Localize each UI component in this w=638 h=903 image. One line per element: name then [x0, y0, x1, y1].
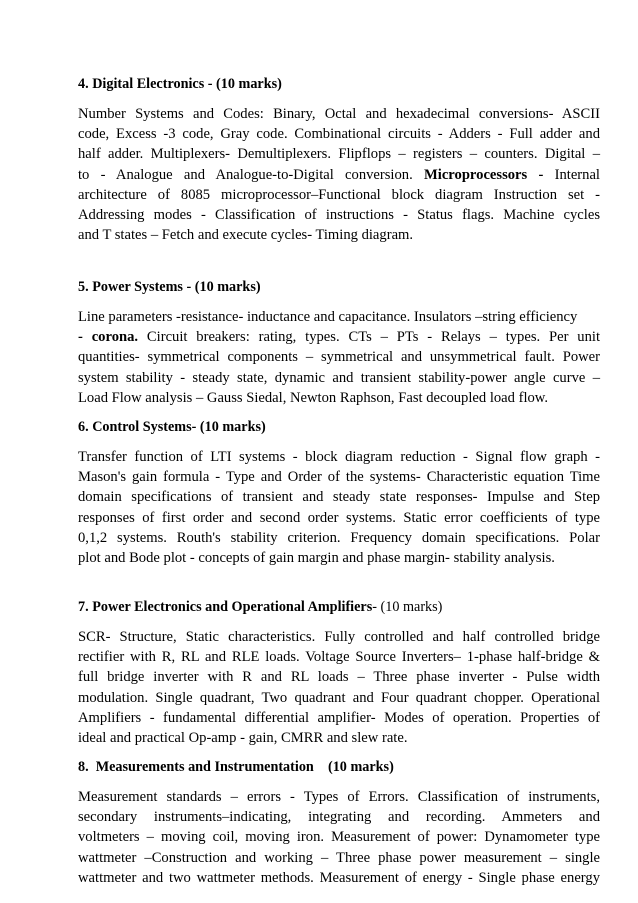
text-line: architecture of 8085 microprocessor–Functional block diagram Instruction set - [78, 186, 600, 203]
text-line: voltmeters – moving coil, moving iron. Measurement of power: Dynamometer type [78, 829, 600, 846]
text-line: ideal and practical Op-amp - gain, CMRR and slew rate. [78, 730, 408, 747]
section-body [78, 447, 600, 568]
section-heading: 6. Control Systems- (10 marks) [78, 419, 266, 435]
text-line: rectifier with R, RL and RLE loads. Voltage Source Inverters– 1-phase half-bridge & [78, 649, 600, 666]
text-line: domain specifications of transient and steady state responses- Impulse and Step [78, 489, 600, 506]
text-line: full bridge inverter with R and RL loads – Three phase inverter - Pulse width [78, 669, 600, 686]
heading-title: 7. Power Electronics and Operational Amplifiers [78, 599, 373, 615]
text-line: Mason's gain formula - Type and Order of the systems- Characteristic equation Time [78, 469, 600, 486]
section-power-systems [78, 277, 600, 408]
section-body [78, 627, 600, 748]
section-measurements [78, 757, 600, 888]
text-line-with-bold [78, 165, 600, 185]
text-line: Number Systems and Codes: Binary, Octal and hexadecimal conversions- ASCII [78, 106, 600, 122]
text-fragment: Internal [554, 166, 600, 183]
text-line: wattmeter and two wattmeter methods. Measurement of energy - Single phase energy [78, 869, 600, 886]
bold-term: Microprocessors - [424, 166, 544, 183]
bold-term: - corona. [78, 329, 139, 346]
text-line: code, Excess -3 code, Gray code. Combinational circuits - Adders - Full adder and [78, 126, 600, 143]
text-line-with-bold [78, 327, 600, 347]
section-heading: 8. Measurements and Instrumentation (10 marks) [78, 759, 394, 775]
text-line: quantities- symmetrical components – symmetrical and unsymmetrical fault. Power [78, 349, 600, 366]
text-line: Line parameters -resistance- inductance and capacitance. Insulators –string efficiency [78, 309, 578, 325]
text-line: Addressing modes - Classification of instructions - Status flags. Machine cycles [78, 207, 600, 224]
text-line: Measurement standards – errors - Types of Errors. Classification of instruments, [78, 789, 600, 805]
text-line: responses of first order and second order systems. Static error coefficients of type [78, 509, 600, 526]
text-fragment: to - Analogue and Analogue-to-Digital conversion. [78, 166, 413, 183]
section-power-electronics [78, 597, 600, 748]
text-line: plot and Bode plot - concepts of gain margin and phase margin- stability analysis. [78, 550, 555, 567]
section-heading: 4. Digital Electronics - (10 marks) [78, 76, 282, 92]
section-body [78, 104, 600, 245]
text-line: Transfer function of LTI systems - block diagram reduction - Signal flow graph - [78, 449, 600, 465]
section-body [78, 787, 600, 888]
section-body [78, 307, 600, 408]
text-line: Load Flow analysis – Gauss Siedal, Newton Raphson, Fast decoupled load flow. [78, 389, 549, 406]
text-fragment: Circuit breakers: rating, types. CTs – PTs - Relays – types. Per unit [146, 329, 601, 346]
text-line: Amplifiers - fundamental differential amplifier- Modes of operation. Properties of [78, 709, 600, 726]
heading-marks: - (10 marks) [372, 599, 443, 615]
text-line: 0,1,2 systems. Routh's stability criterion. Frequency domain specifications. Polar [78, 529, 600, 546]
text-line: half adder. Multiplexers- Demultiplexers. Flipflops – registers – counters. Digital – [78, 146, 600, 163]
text-line: modulation. Single quadrant, Two quadrant and Four quadrant chopper. Operational [78, 689, 600, 706]
section-heading: 5. Power Systems - (10 marks) [78, 279, 261, 295]
section-control-systems [78, 417, 600, 568]
section-heading [78, 597, 600, 617]
section-digital-electronics [78, 74, 600, 245]
text-line: SCR- Structure, Static characteristics. Fully controlled and half controlled bridge [78, 629, 600, 645]
text-line: and T states – Fetch and execute cycles- Timing diagram. [78, 227, 414, 244]
text-line: wattmeter –Construction and working – Three phase power measurement – single [78, 849, 600, 866]
text-line: system stability - steady state, dynamic and transient stability-power angle curve – [78, 369, 600, 386]
text-line: secondary instruments–indicating, integrating and recording. Ammeters and [78, 809, 600, 826]
